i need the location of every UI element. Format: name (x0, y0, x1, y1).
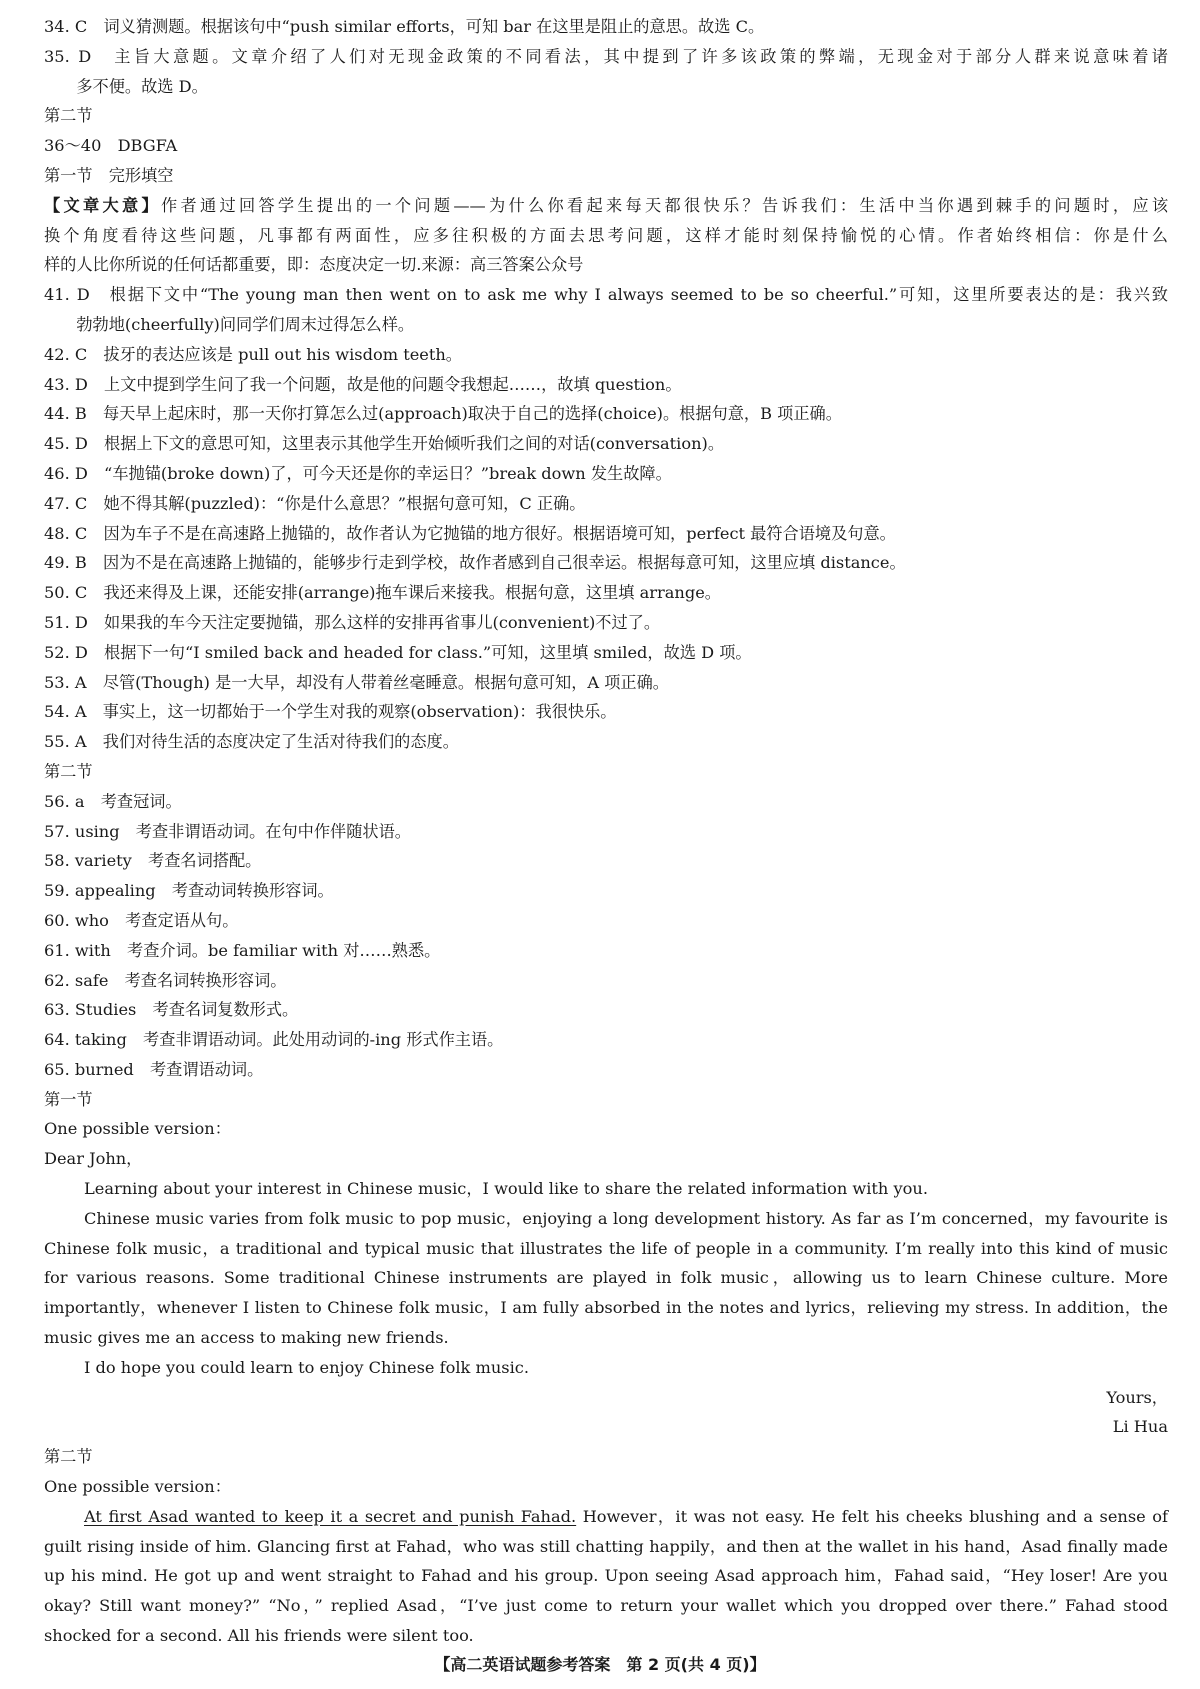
version-label: One possible version： (44, 1119, 231, 1139)
continuation-line1-rest: However，it was not easy. He felt his cheeks blushing and a sense of (576, 1506, 1168, 1526)
letter-paragraph-2-line1: Chinese music varies from folk music to pop music，enjoying a long development history. As far as I’m concerned，my favourite is (84, 1208, 1168, 1228)
letter-salutation: Dear John， (44, 1149, 143, 1169)
answer-58: 58. variety 考查名词搭配。 (44, 851, 262, 871)
summary-text-1: 作者通过回答学生提出的一个问题——为什么你看起来每天都很快乐？告诉我们：生活中当你遇到棘手的问题时，应该 (160, 195, 1169, 215)
letter-paragraph-1: Learning about your interest in Chinese music，I would like to share the related information with you. (84, 1179, 928, 1199)
given-opening-sentence: At first Asad wanted to keep it a secret and punish Fahad. (84, 1506, 577, 1526)
letter-paragraph-2-line4: importantly，whenever I listen to Chinese folk music，I am fully absorbed in the notes and lyrics，relieving my stress. In addition，the (44, 1298, 1168, 1318)
answer-35-line2: 多不便。故选 D。 (44, 76, 208, 96)
answer-63: 63. Studies 考查名词复数形式。 (44, 1000, 299, 1020)
continuation-line3: up his mind. He got up and went straight to Fahad and his group. Upon seeing Asad approach him，Fahad said，“Hey loser! Are you (44, 1566, 1168, 1586)
answer-62: 62. safe 考查名词转换形容词。 (44, 970, 287, 990)
letter-closing: Yours， (1106, 1387, 1168, 1407)
summary-line1 (44, 191, 1168, 221)
letter-paragraph-2-line5: music gives me an access to making new friends. (44, 1328, 449, 1348)
answer-65: 65. burned 考查谓语动词。 (44, 1059, 264, 1079)
page-content (44, 12, 1168, 1651)
answer-36-40: 36～40 DBGFA (44, 136, 178, 156)
continuation-section-heading: 第二节 (44, 1447, 93, 1467)
answer-60: 60. who 考查定语从句。 (44, 910, 239, 930)
continuation-line1 (44, 1502, 1168, 1532)
letter-signature: Li Hua (1112, 1417, 1168, 1437)
answer-49: 49. B 因为不是在高速路上抛锚的，能够步行走到学校，故作者感到自己很幸运。根据每意可知，这里应填 distance。 (44, 553, 906, 573)
answer-55: 55. A 我们对待生活的态度决定了生活对待我们的态度。 (44, 732, 459, 752)
answer-61: 61. with 考查介词。be familiar with 对……熟悉。 (44, 940, 441, 960)
summary-line3: 样的人比你所说的任何话都重要，即：态度决定一切.来源：高三答案公众号 (44, 255, 584, 275)
answer-44: 44. B 每天早上起床时，那一天你打算怎么过(approach)取决于自己的选择(choice)。根据句意，B 项正确。 (44, 404, 842, 424)
letter-paragraph-2-line2: Chinese folk music，a traditional and typical music that illustrates the life of people in a community. I’m really into this kind of music (44, 1238, 1168, 1258)
answer-50: 50. C 我还来得及上课，还能安排(arrange)拖车课后来接我。根据句意，这里填 arrange。 (44, 583, 721, 603)
answer-46: 46. D “车抛锚(broke down)了，可今天还是你的幸运日？”break down 发生故障。 (44, 463, 672, 483)
summary-line2: 换个角度看待这些问题，凡事都有两面性，应多往积极的方面去思考问题，这样才能时刻保持愉悦的心情。作者始终相信：你是什么 (44, 225, 1168, 245)
answer-51: 51. D 如果我的车今天注定要抛锚，那么这样的安排再省事儿(convenient)不过了。 (44, 612, 661, 632)
section-heading-cloze: 第一节 完形填空 (44, 165, 174, 185)
answer-35-line1: 35. D 主旨大意题。文章介绍了人们对无现金政策的不同看法，其中提到了许多该政策的弊端，无现金对于部分人群来说意味着诸 (44, 46, 1168, 66)
answer-53: 53. A 尽管(Though) 是一大早，却没有人带着丝毫睡意。根据句意可知，A 项正确。 (44, 672, 669, 692)
letter-paragraph-2-line3: for various reasons. Some traditional Chinese instruments are played in folk music，allowing us to learn Chinese culture. More (44, 1268, 1168, 1288)
answer-48: 48. C 因为车子不是在高速路上抛锚的，故作者认为它抛锚的地方很好。根据语境可知，perfect 最符合语境及句意。 (44, 523, 896, 543)
answer-42: 42. C 拔牙的表达应该是 pull out his wisdom teeth。 (44, 344, 462, 364)
answer-54: 54. A 事实上，这一切都始于一个学生对我的观察(observation)：我很快乐。 (44, 702, 617, 722)
section-heading-2: 第二节 (44, 761, 93, 781)
continuation-version-label: One possible version： (44, 1477, 231, 1497)
section-heading: 第二节 (44, 106, 93, 126)
answer-47: 47. C 她不得其解(puzzled)：“你是什么意思？”根据句意可知，C 正确。 (44, 493, 586, 513)
answer-56: 56. a 考查冠词。 (44, 791, 182, 811)
continuation-line4: okay? Still want money?” “No，” replied Asad，“I’ve just come to return your wallet which you dropped over there.” Fahad stood (44, 1596, 1168, 1616)
continuation-line5: shocked for a second. All his friends were silent too. (44, 1626, 474, 1646)
letter-paragraph-3: I do hope you could learn to enjoy Chinese folk music. (84, 1357, 529, 1377)
answer-64: 64. taking 考查非谓语动词。此处用动词的-ing 形式作主语。 (44, 1030, 504, 1050)
writing-section-heading: 第一节 (44, 1089, 93, 1109)
answer-41-line1: 41. D 根据下文中“The young man then went on to ask me why I always seemed to be so cheerful.”可知，这里所要表达的是：我兴致 (44, 285, 1168, 305)
answer-45: 45. D 根据上下文的意思可知，这里表示其他学生开始倾听我们之间的对话(conversation)。 (44, 434, 725, 454)
answer-52: 52. D 根据下一句“I smiled back and headed for class.”可知，这里填 smiled，故选 D 项。 (44, 642, 752, 662)
answer-41-line2: 勃勃地(cheerfully)问同学们周末过得怎么样。 (44, 314, 415, 334)
answer-34: 34. C 词义猜测题。根据该句中“push similar efforts，可知 bar 在这里是阻止的意思。故选 C。 (44, 17, 765, 36)
answer-43: 43. D 上文中提到学生问了我一个问题，故是他的问题令我想起……，故填 question。 (44, 374, 682, 394)
answer-59: 59. appealing 考查动词转换形容词。 (44, 881, 334, 901)
answer-57: 57. using 考查非谓语动词。在句中作伴随状语。 (44, 821, 411, 841)
page-footer: 【高二英语试题参考答案 第 2 页(共 4 页)】 (434, 1655, 766, 1674)
continuation-line2: guilt rising inside of him. Glancing first at Fahad，who was still chatting happily，and then at the wallet in his hand，Asad finally made (44, 1536, 1168, 1556)
summary-tag: 【文章大意】 (44, 195, 161, 215)
